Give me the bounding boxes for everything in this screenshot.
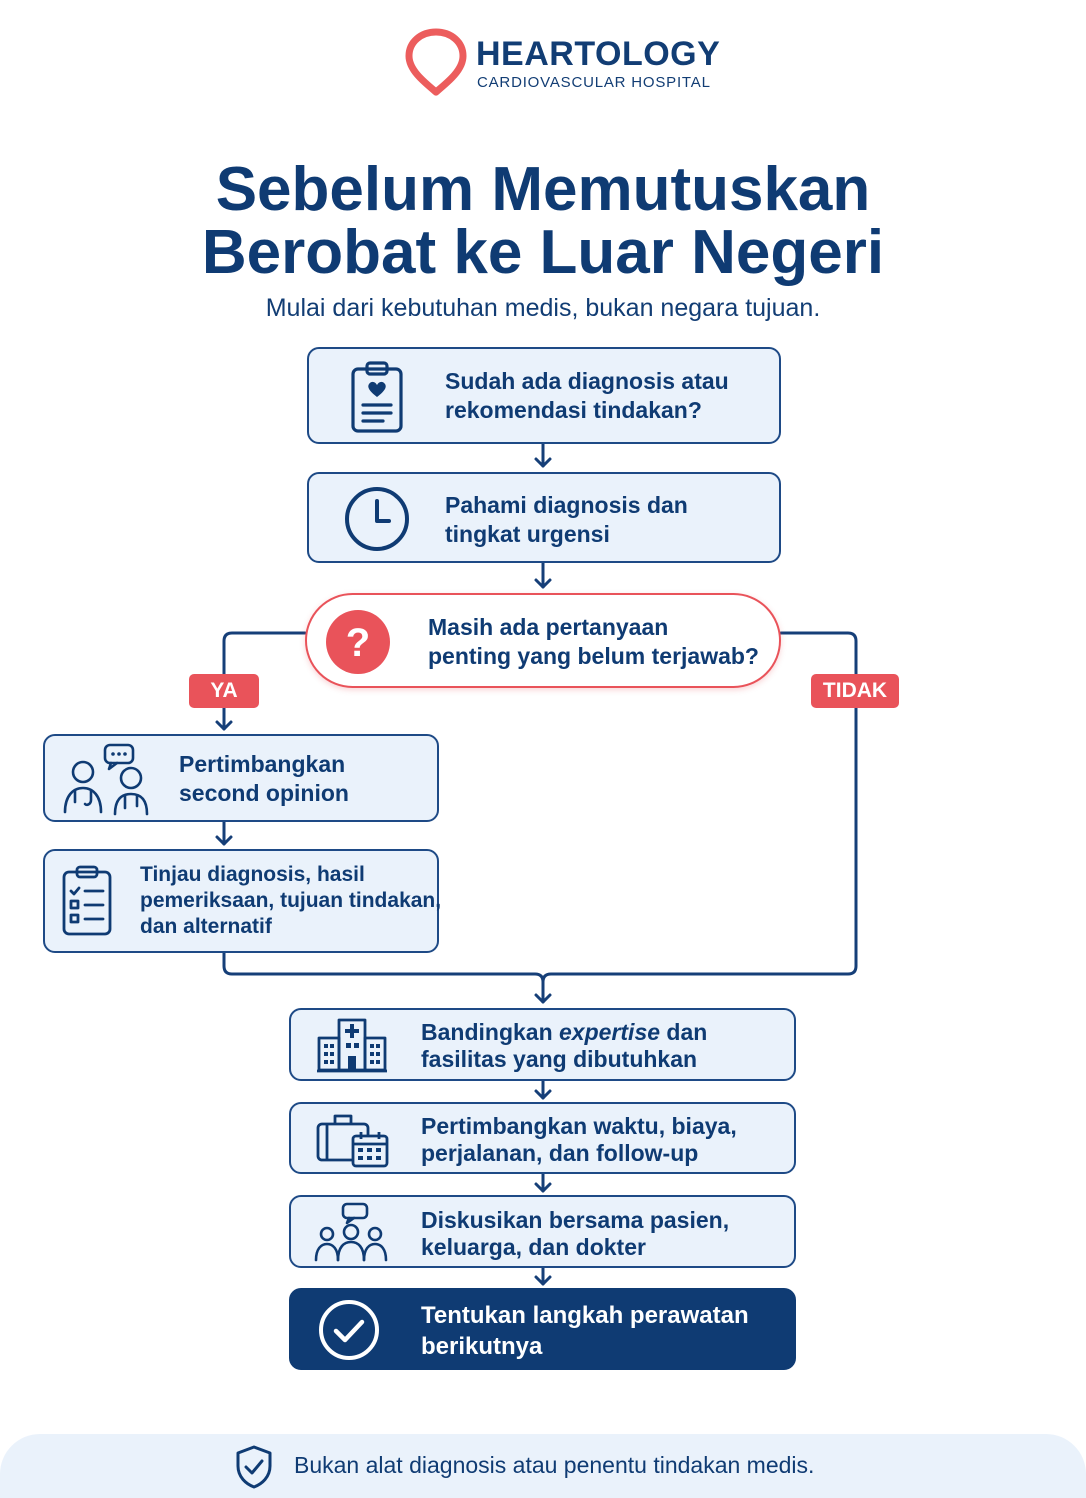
step2-line1: Pahami diagnosis dan <box>445 492 688 518</box>
step-compare-expertise <box>289 1008 796 1081</box>
shield-check-icon <box>234 1444 274 1490</box>
final-line1: Tentukan langkah perawatan <box>421 1302 749 1329</box>
yes-label: YA <box>189 674 259 708</box>
yes2-line3: dan alternatif <box>140 915 272 938</box>
hospital-icon <box>315 1016 389 1074</box>
brand-subtitle: CARDIOVASCULAR HOSPITAL <box>477 74 711 91</box>
yes2-line1: Tinjau diagnosis, hasil <box>140 863 365 886</box>
step-understand-diagnosis <box>307 472 781 563</box>
step-consider-cost-time <box>289 1102 796 1174</box>
step-diagnosis-check <box>307 347 781 444</box>
step-review-diagnosis <box>43 849 442 953</box>
step-discuss-together <box>289 1195 796 1268</box>
step5-line2: keluarga, dan dokter <box>421 1234 646 1260</box>
page-subtitle: Mulai dari kebutuhan medis, bukan negara tujuan. <box>265 294 821 322</box>
no-label: TIDAK <box>811 674 899 708</box>
group-discussion-icon <box>313 1202 389 1264</box>
step3-line2: fasilitas yang dibutuhkan <box>421 1046 698 1072</box>
decision-unanswered-questions <box>305 593 781 688</box>
clipboard-heart-icon <box>347 359 407 435</box>
step1-line1: Sudah ada diagnosis atau <box>445 368 729 394</box>
brand-name: HEARTOLOGY <box>476 35 721 73</box>
check-circle-icon <box>317 1298 381 1362</box>
checklist-icon <box>61 864 113 938</box>
yes1-line2: second opinion <box>179 780 349 806</box>
step4-line1: Pertimbangkan waktu, biaya, <box>421 1113 737 1139</box>
decision-line1: Masih ada pertanyaan <box>428 614 669 640</box>
question-icon <box>325 609 391 675</box>
clock-icon <box>343 485 411 553</box>
luggage-calendar-icon <box>315 1110 391 1170</box>
step4-line2: perjalanan, dan follow-up <box>421 1140 699 1166</box>
svg-text:?: ? <box>345 621 371 665</box>
yes2-line2: pemeriksaan, tujuan tindakan, <box>140 889 442 912</box>
doctors-chat-icon <box>59 742 159 818</box>
step-final-decision <box>289 1288 796 1370</box>
step-second-opinion <box>43 734 439 822</box>
step3-line1: Bandingkan expertise dan <box>421 1019 708 1045</box>
footer-disclaimer <box>0 1434 1086 1498</box>
step5-line1: Diskusikan bersama pasien, <box>421 1207 730 1233</box>
footer-text: Bukan alat diagnosis atau penentu tindakan medis. <box>294 1452 815 1478</box>
yes1-line1: Pertimbangkan <box>179 751 346 777</box>
page-title-line1: Sebelum Memutuskan <box>215 155 871 224</box>
step1-line2: rekomendasi tindakan? <box>445 397 702 423</box>
step2-line2: tingkat urgensi <box>445 521 610 547</box>
final-line2: berikutnya <box>421 1333 543 1360</box>
decision-line2: penting yang belum terjawab? <box>428 643 759 669</box>
page-title-line2: Berobat ke Luar Negeri <box>201 218 885 287</box>
